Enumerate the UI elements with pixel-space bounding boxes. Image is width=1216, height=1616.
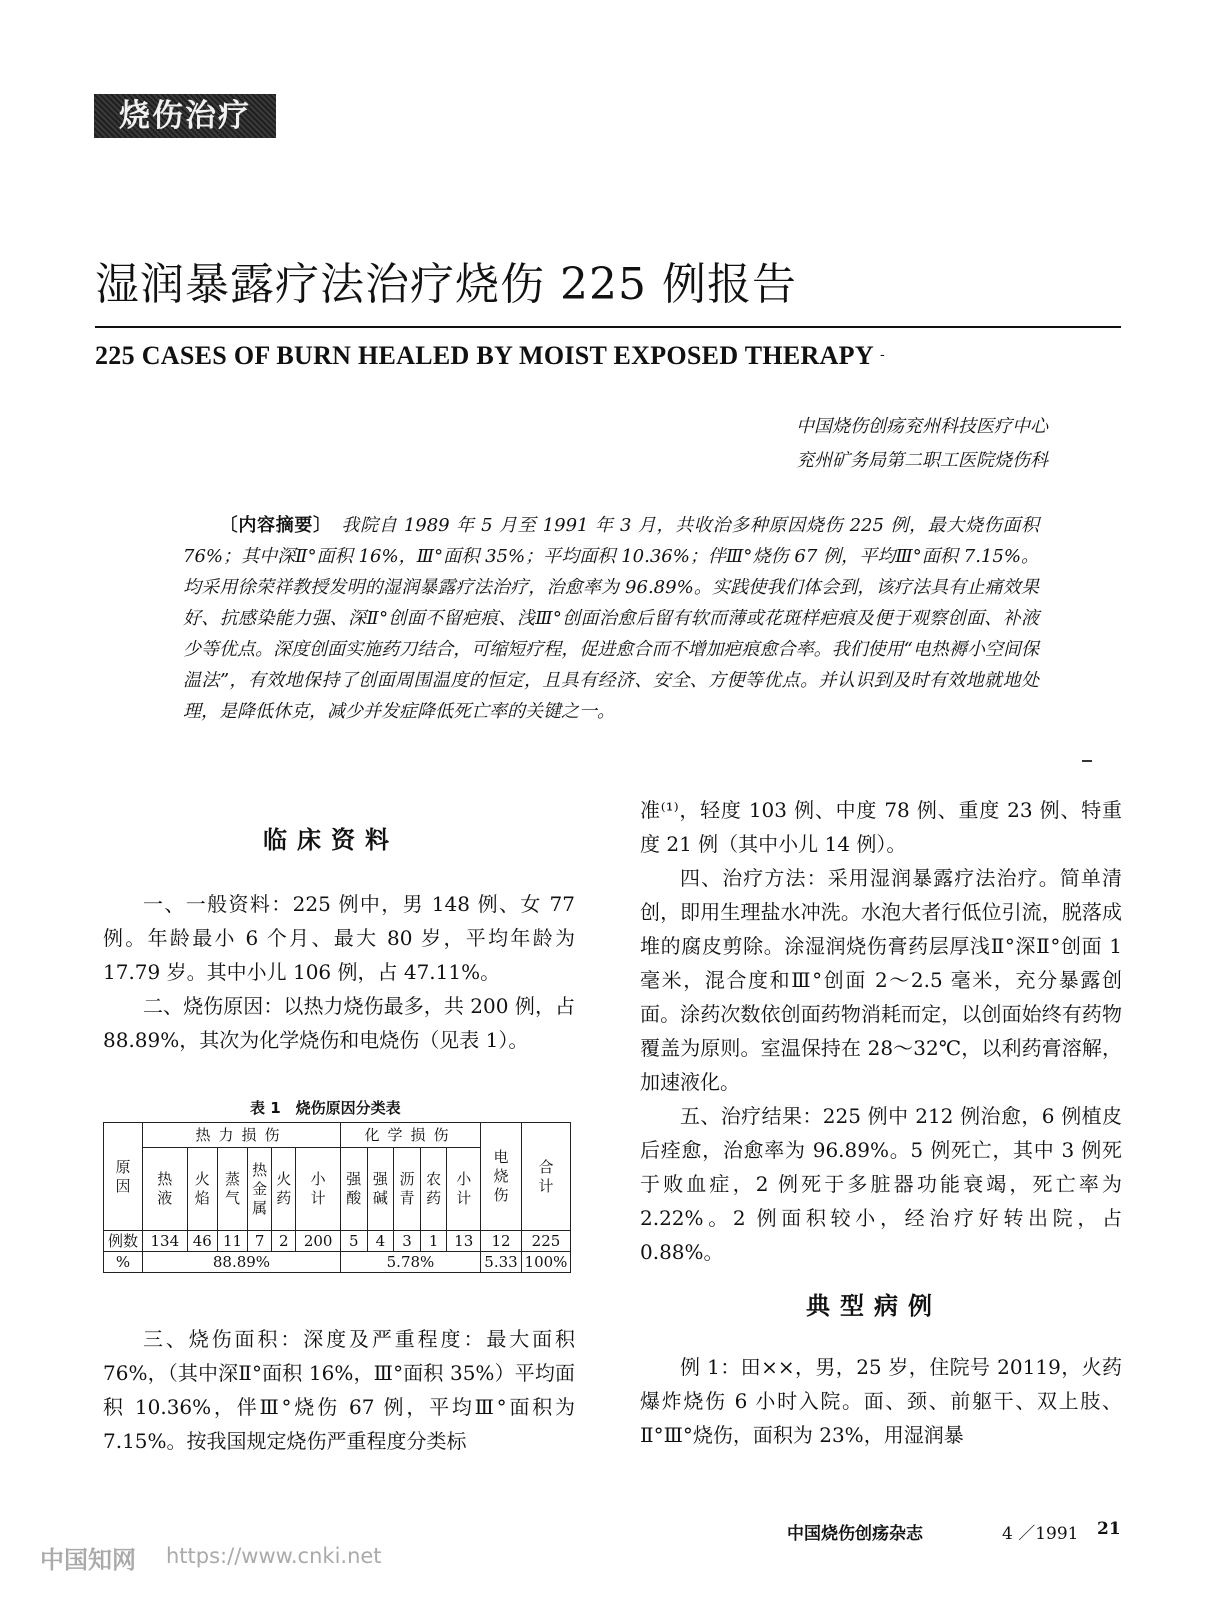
col-flame: 火 焰: [187, 1148, 217, 1231]
cnki-url[interactable]: https://www.cnki.net: [166, 1544, 382, 1568]
col-steam: 蒸 气: [217, 1148, 247, 1231]
cell-pct-total: 100%: [522, 1252, 571, 1273]
footer-journal: 中国烧伤创疡杂志: [787, 1524, 923, 1544]
cell-count: 134: [143, 1231, 188, 1252]
affiliation-1: 中国烧伤创疡兖州科技医疗中心: [796, 416, 1048, 437]
paragraph-case-1: 例 1：田××，男，25 岁，住院号 20119，火药爆炸烧伤 6 小时入院。面、颈、前躯干、双上肢、Ⅱ°Ⅲ°烧伤，面积为 23%，用湿润暴: [640, 1355, 1122, 1447]
cell-count: 46: [187, 1231, 217, 1252]
group-chemical: 化学损伤: [340, 1123, 480, 1148]
cell-count: 7: [248, 1231, 272, 1252]
abstract-label: 〔内容摘要〕: [219, 515, 323, 536]
cnki-logo: 中国知网: [40, 1546, 136, 1574]
col-hot-metal: 热 金 属: [248, 1148, 272, 1231]
paragraph-method: 四、治疗方法：采用湿润暴露疗法治疗。简单清创，即用生理盐水冲洗。水泡大者行低位引流，脱落成堆的腐皮剪除。涂湿润烧伤膏药层厚浅Ⅱ°深Ⅱ°创面 1 毫米，混合度和Ⅲ°创面 2～2.5 毫米，充分暴露创面。涂药次数依创面药物消耗而定，以创面始终有药物覆盖为原则。室温保持在 28～32℃，以利药膏溶解，加速液化。: [640, 866, 1122, 1094]
page-number: 21: [1097, 1519, 1121, 1539]
left-column-area: [103, 1322, 575, 1458]
cell-count: 2: [272, 1231, 296, 1252]
col-total: 合 计: [522, 1123, 571, 1231]
paragraph-area: 三、烧伤面积：深度及严重程度：最大面积 76%，（其中深Ⅱ°面积 16%，Ⅲ°面积 35%）平均面积 10.36%，伴Ⅲ°烧伤 67 例，平均Ⅲ°面积为 7.15%。按我国规定烧伤严重程度分类标: [103, 1327, 575, 1453]
col-thermal-subtotal: 小 计: [296, 1148, 341, 1231]
group-thermal: 热力损伤: [143, 1123, 341, 1148]
left-column-intro: [103, 887, 575, 1057]
col-reason: 原 因: [104, 1123, 143, 1231]
paragraph-result: 五、治疗结果：225 例中 212 例治愈，6 例植皮后痊愈，治愈率为 96.89%。5 例死亡，其中 3 例死于败血症，2 例死于多脏器功能衰竭，死亡率为 2.22%。2 例面积较小，经治疗好转出院，占 0.88%。: [640, 1104, 1122, 1264]
stray-mark: -: [880, 347, 885, 363]
cell-count: 5: [340, 1231, 367, 1252]
burn-cause-table: [103, 1122, 571, 1273]
col-strong-alkali: 强 碱: [367, 1148, 394, 1231]
cell-count: 200: [296, 1231, 341, 1252]
col-asphalt: 沥 青: [394, 1148, 421, 1231]
paragraph-general: 一、一般资料：225 例中，男 148 例、女 77 例。年龄最小 6 个月、最大 80 岁，平均年龄为 17.79 岁。其中小儿 106 例，占 47.11%。: [103, 892, 575, 984]
cell-count: 12: [481, 1231, 522, 1252]
title-rule: [95, 326, 1121, 328]
paragraph-continuation: 准⁽¹⁾，轻度 103 例、中度 78 例、重度 23 例、特重度 21 例（其中小儿 14 例）。: [640, 798, 1122, 856]
abstract: [183, 510, 1039, 727]
right-column-text: [640, 793, 1122, 1269]
cell-pct-electric: 5.33: [481, 1252, 522, 1273]
cell-count: 225: [522, 1231, 571, 1252]
table-row-percent: [104, 1252, 571, 1273]
row-label-count: 例数: [104, 1231, 143, 1252]
cell-count: 3: [394, 1231, 421, 1252]
cell-pct-chemical: 5.78%: [340, 1252, 480, 1273]
col-electric: 电 烧 伤: [481, 1123, 522, 1231]
col-hot-liquid: 热 液: [143, 1148, 188, 1231]
col-chemical-subtotal: 小 计: [447, 1148, 481, 1231]
section-tag: 烧伤治疗: [94, 94, 276, 138]
col-strong-acid: 强 酸: [340, 1148, 367, 1231]
cell-count: 11: [217, 1231, 247, 1252]
cell-count: 4: [367, 1231, 394, 1252]
abstract-text: 我院自 1989 年 5 月至 1991 年 3 月，共收治多种原因烧伤 225 例，最大烧伤面积 76%；其中深Ⅱ°面积 16%，Ⅲ°面积 35%；平均面积 10.36%；伴Ⅲ°烧伤 67 例，平均Ⅲ°面积 7.15%。均采用徐荣祥教授发明的湿润暴露疗法治疗，治愈率为 96.89%。实践使我们体会到，该疗法具有止痛效果好、抗感染能力强、深Ⅱ°创面不留疤痕、浅Ⅲ°创面治愈后留有软而薄或花斑样疤痕及便于观察创面、补液少等优点。深度创面实施药刀结合，可缩短疗程，促进愈合而不增加疤痕愈合率。我们使用“电热褥小空间保温法”，有效地保持了创面周围温度的恒定，且具有经济、安全、方便等优点。并认识到及时有效地就地处理，是降低休克，减少并发症降低死亡率的关键之一。: [183, 515, 1040, 722]
col-pesticide: 农 药: [420, 1148, 447, 1231]
row-label-percent: %: [104, 1252, 143, 1273]
cell-pct-thermal: 88.89%: [143, 1252, 341, 1273]
footer-issue: 4 ／1991: [1002, 1524, 1079, 1544]
cell-count: 1: [420, 1231, 447, 1252]
english-title: 225 CASES OF BURN HEALED BY MOIST EXPOSED THERAPY: [95, 341, 874, 370]
right-column-case: [640, 1350, 1122, 1452]
table-caption: 表 1 烧伤原因分类表: [250, 1099, 401, 1117]
table-row-counts: [104, 1231, 571, 1252]
affiliation-2: 兖州矿务局第二职工医院烧伤科: [796, 450, 1048, 471]
article-title: 湿润暴露疗法治疗烧伤 225 例报告: [95, 259, 797, 310]
heading-typical-cases: 典型病例: [806, 1292, 942, 1320]
heading-clinical-data: 临床资料: [263, 826, 399, 854]
divider-mark: [1082, 760, 1092, 762]
col-gunpowder: 火 药: [272, 1148, 296, 1231]
paragraph-cause: 二、烧伤原因：以热力烧伤最多，共 200 例，占 88.89%，其次为化学烧伤和电烧伤（见表 1）。: [103, 994, 575, 1052]
cell-count: 13: [447, 1231, 481, 1252]
